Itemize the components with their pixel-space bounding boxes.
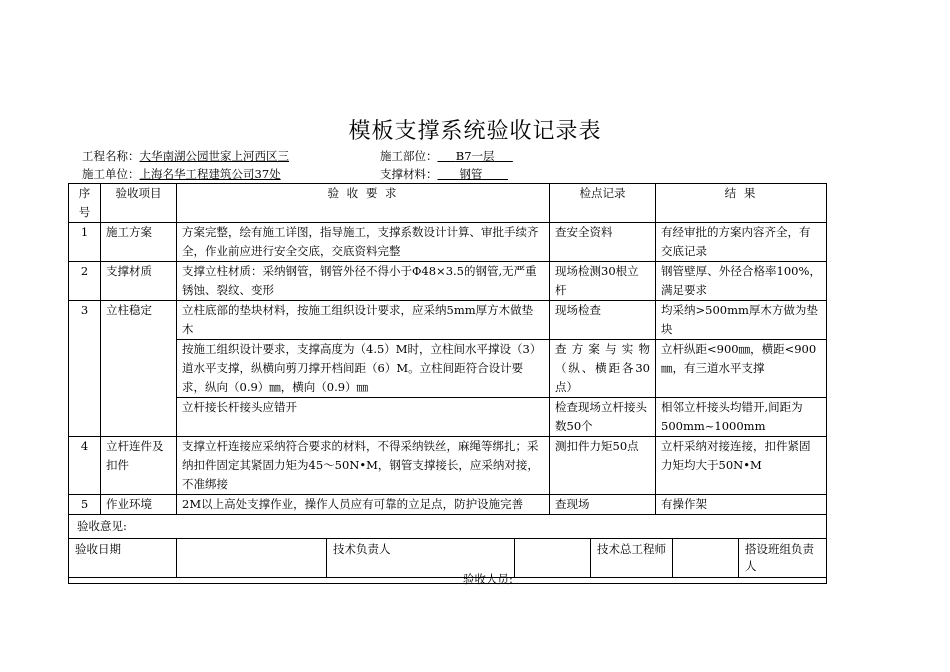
header-requirement: 验 收 要 求 bbox=[177, 184, 550, 223]
project-name-value: 大华南湖公园世家上河西区三 bbox=[139, 149, 289, 163]
inspection-table bbox=[68, 183, 827, 584]
location-line bbox=[380, 148, 513, 164]
header-check: 检点记录 bbox=[550, 184, 656, 223]
row-result: 均采纳>500mm厚木方做为垫块 bbox=[656, 301, 827, 340]
row-result: 有经审批的方案内容齐全，有交底记录 bbox=[656, 223, 827, 262]
row-item: 支撑材质 bbox=[101, 262, 177, 301]
table-row bbox=[69, 301, 827, 340]
table-row bbox=[69, 495, 827, 515]
table-header-row bbox=[69, 184, 827, 223]
location-label: 施工部位： bbox=[380, 149, 438, 163]
row-requirement: 方案完整，绘有施工详图，指导施工，支撑系数设计计算、审批手续齐全，作业前应进行安全交底，交底资料完整 bbox=[177, 223, 550, 262]
row-check: 查方案与实物（纵、横距各30点） bbox=[550, 340, 656, 398]
row-seq: 2 bbox=[69, 262, 101, 301]
page-title: 模板支撑系统验收记录表 bbox=[348, 119, 602, 144]
table-row bbox=[69, 262, 827, 301]
row-item: 施工方案 bbox=[101, 223, 177, 262]
row-requirement: 按施工组织设计要求，支撑高度为（4.5）M时，立柱间水平撑设（3）道水平支撑，纵横向剪刀撑开档间距（6）M。立柱间距符合设计要求，纵向（0.9）㎜，横向（0.9）㎜ bbox=[177, 340, 550, 398]
unit-value: 上海名华工程建筑公司37处 bbox=[139, 167, 281, 181]
row-check: 测扣件力矩50点 bbox=[550, 437, 656, 495]
row-seq: 3 bbox=[69, 301, 101, 437]
row-check: 检查现场立杆接头数50个 bbox=[550, 398, 656, 437]
table-row bbox=[69, 398, 827, 437]
unit-line bbox=[82, 166, 281, 182]
row-check: 查现场 bbox=[550, 495, 656, 515]
row-result: 钢管壁厚、外径合格率100%，满足要求 bbox=[656, 262, 827, 301]
table-row bbox=[69, 437, 827, 495]
row-check: 现场检测30根立杆 bbox=[550, 262, 656, 301]
signature-row bbox=[69, 539, 827, 578]
inspector-label: 验收人员: bbox=[463, 572, 513, 586]
row-check: 查安全资料 bbox=[550, 223, 656, 262]
row-result: 立杆采纳对接连接，扣件紧固力矩均大于50N•M bbox=[656, 437, 827, 495]
row-requirement: 立杆接长杆接头应错开 bbox=[177, 398, 550, 437]
acceptance-opinion-label: 验收意见: bbox=[77, 519, 127, 533]
material-value bbox=[438, 167, 509, 181]
row-seq: 1 bbox=[69, 223, 101, 262]
scaffold-lead-label: 搭设班组负责人 bbox=[739, 539, 827, 578]
row-requirement: 支撑立杆连接应采纳符合要求的材料，不得采纳铁丝，麻绳等绑扎；采纳扣件固定其紧固力矩为45～50N•M，钢管支撑接长，应采纳对接，不准绑接 bbox=[177, 437, 550, 495]
date-value[interactable] bbox=[177, 539, 327, 578]
row-item: 作业环境 bbox=[101, 495, 177, 515]
table-row bbox=[69, 223, 827, 262]
row-requirement: 2M以上高处支撑作业，操作人员应有可靠的立足点，防护设施完善 bbox=[177, 495, 550, 515]
location-text: B7一层 bbox=[455, 149, 495, 163]
tech-lead-label: 技术负责人 bbox=[327, 539, 515, 578]
project-name-label: 工程名称： bbox=[82, 149, 140, 163]
material-line bbox=[380, 166, 508, 182]
chief-engineer-value[interactable] bbox=[673, 539, 739, 578]
material-label: 支撑材料： bbox=[380, 167, 438, 181]
header-seq: 序号 bbox=[69, 184, 101, 223]
row-check: 现场检查 bbox=[550, 301, 656, 340]
signature-table bbox=[68, 538, 827, 578]
row-seq: 5 bbox=[69, 495, 101, 515]
row-result: 立杆纵距<900㎜，横距<900㎜，有三道水平支撑 bbox=[656, 340, 827, 398]
project-name-line bbox=[82, 148, 289, 164]
date-label: 验收日期 bbox=[69, 539, 177, 578]
row-seq: 4 bbox=[69, 437, 101, 495]
tech-lead-value[interactable] bbox=[515, 539, 591, 578]
chief-engineer-label: 技术总工程师 bbox=[591, 539, 673, 578]
header-item: 验收项目 bbox=[101, 184, 177, 223]
unit-label: 施工单位： bbox=[82, 167, 140, 181]
location-value bbox=[438, 149, 513, 163]
material-text: 钢管 bbox=[459, 167, 483, 181]
header-result: 结 果 bbox=[656, 184, 827, 223]
row-item: 立杆连件及扣件 bbox=[101, 437, 177, 495]
table-row bbox=[69, 340, 827, 398]
row-requirement: 立柱底部的垫块材料，按施工组织设计要求，应采纳5mm厚方木做垫木 bbox=[177, 301, 550, 340]
row-result: 相邻立杆接头均错开,间距为500mm~1000mm bbox=[656, 398, 827, 437]
row-requirement: 支撑立柱材质：采纳钢管，钢管外径不得小于Φ48×3.5的钢管,无严重锈蚀、裂纹、变形 bbox=[177, 262, 550, 301]
row-result: 有操作架 bbox=[656, 495, 827, 515]
row-item: 立柱稳定 bbox=[101, 301, 177, 437]
